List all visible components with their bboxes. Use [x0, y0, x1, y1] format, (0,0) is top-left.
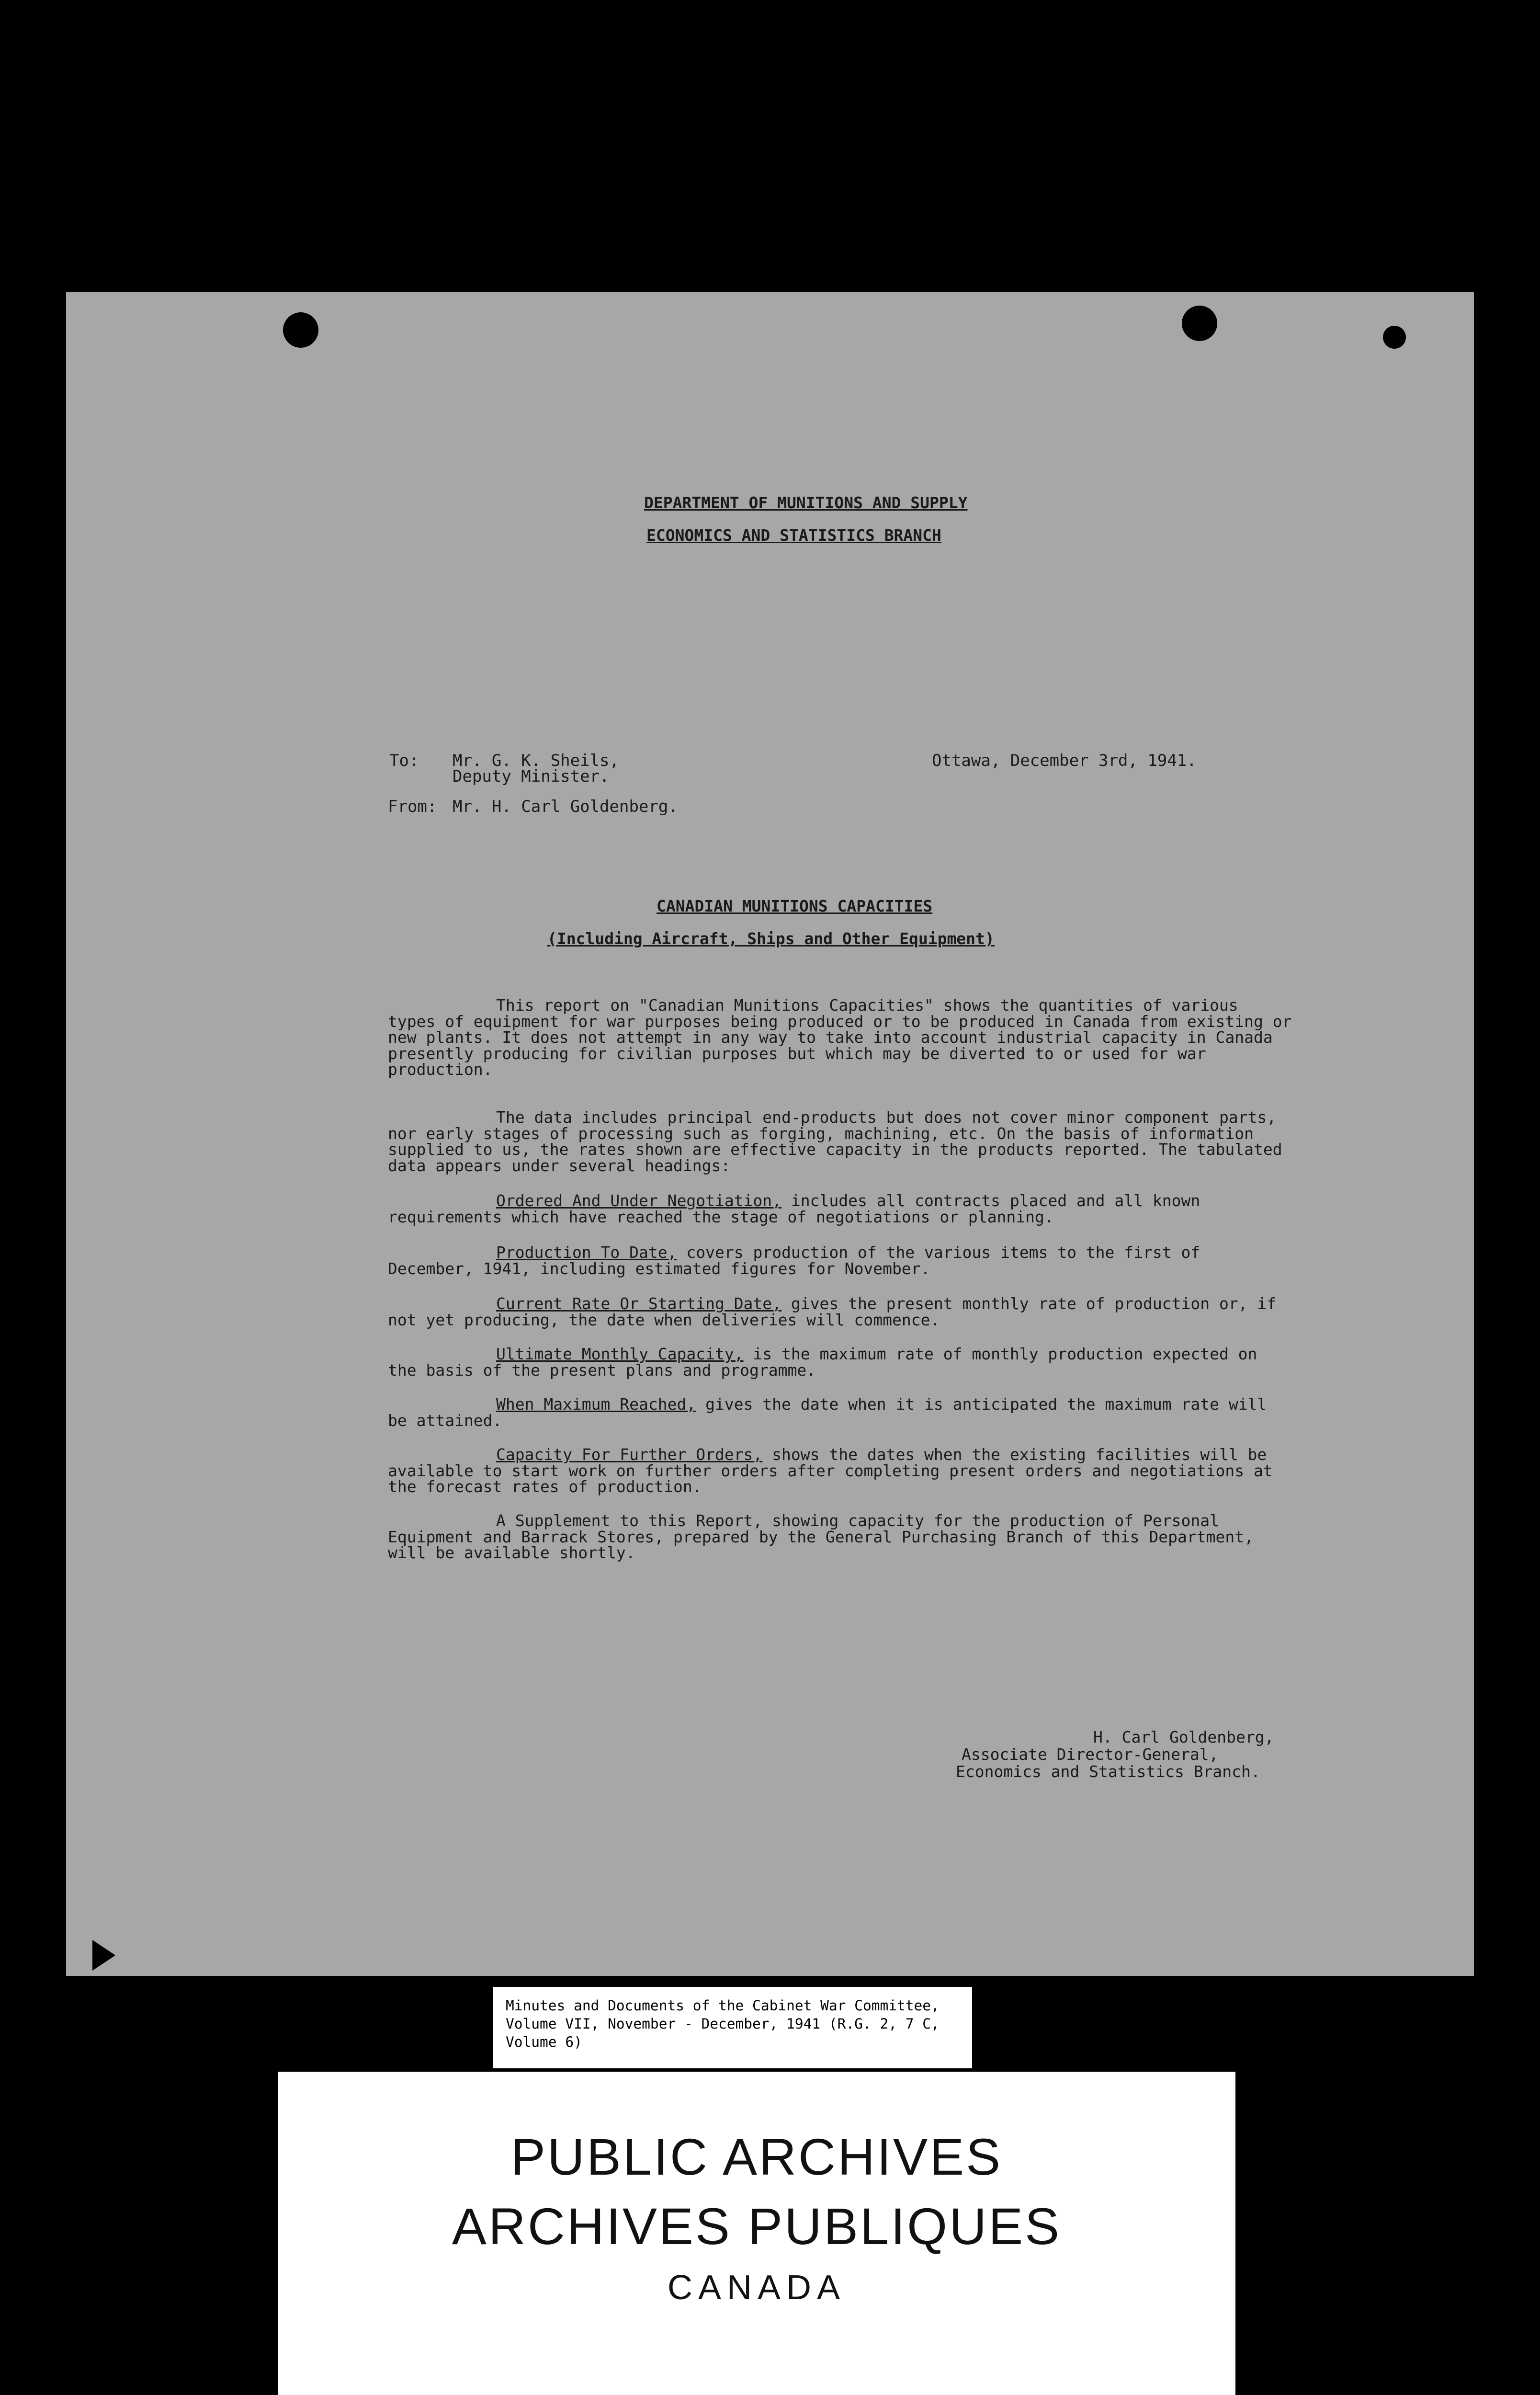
- citation-line1: Minutes and Documents of the Cabinet War Committee,: [506, 1997, 940, 2014]
- to-name: Mr. G. K. Sheils,: [453, 751, 619, 770]
- to-label: To:: [389, 751, 419, 770]
- report-title: CANADIAN MUNITIONS CAPACITIES: [657, 897, 933, 915]
- def-ordered: includes all contracts placed and all known requirements which have reached the stage of negotiations or planning.: [388, 1191, 1200, 1226]
- def-ultimate: is the maximum rate of monthly production expected on the basis of the present plans and programme.: [388, 1345, 1257, 1380]
- def-production: covers production of the various items to the first of December, 1941, including estimated figures for November.: [388, 1243, 1200, 1278]
- term-maximum: When Maximum Reached,: [496, 1395, 696, 1414]
- from-name: Mr. H. Carl Goldenberg.: [453, 797, 678, 816]
- term-ultimate: Ultimate Monthly Capacity,: [496, 1345, 744, 1363]
- definition-maximum: [388, 1396, 1293, 1428]
- paragraph-supplement-text: A Supplement to this Report, showing capacity for the production of Personal Equipment and Barrack Stores, prepared by the General Purchasing Branch of this Department, will be available shortly.: [388, 1511, 1254, 1562]
- paragraph-data: [388, 1109, 1293, 1174]
- def-maximum: gives the date when it is anticipated the maximum rate will be attained.: [388, 1395, 1267, 1430]
- report-subtitle: (Including Aircraft, Ships and Other Equipment): [547, 929, 995, 948]
- definition-current-rate: [388, 1296, 1293, 1328]
- punch-hole: [283, 312, 318, 348]
- paragraph-intro-text: This report on "Canadian Munitions Capacities" shows the quantities of various types of equipment for war purposes being produced or to be produced in Canada from existing or new plants. It does not attempt in any way to take into account industrial capacity in Canada presently producing for civilian purposes but which may be diverted to or used for war production.: [388, 996, 1292, 1079]
- stamp-line1: PUBLIC ARCHIVES: [510, 2128, 1003, 2186]
- citation-line2: Volume VII, November - December, 1941 (R.G. 2, 7 C,: [506, 2016, 940, 2032]
- paragraph-intro: [388, 997, 1293, 1078]
- stamp-line3: CANADA: [667, 2269, 846, 2307]
- paragraph-data-text: The data includes principal end-products but does not cover minor component parts, nor early stages of processing such as forging, machining, etc. On the basis of information supplied to us, the rates shown are effective capacity in the products reported. The tabulated data appears under several headings:: [388, 1108, 1282, 1175]
- letterhead-line1: DEPARTMENT OF MUNITIONS AND SUPPLY: [644, 493, 968, 512]
- archive-stamp: [278, 2072, 1235, 2395]
- letterhead-line2: ECONOMICS AND STATISTICS BRANCH: [646, 526, 941, 545]
- punch-hole: [1383, 326, 1406, 349]
- signature-branch: Economics and Statistics Branch.: [956, 1762, 1260, 1781]
- definition-further-orders: [388, 1447, 1293, 1495]
- term-ordered: Ordered And Under Negotiation,: [496, 1191, 782, 1210]
- paragraph-supplement: [388, 1513, 1293, 1561]
- def-current-rate: gives the present monthly rate of production or, if not yet producing, the date when deliveries will commence.: [388, 1294, 1277, 1329]
- punch-hole: [1182, 306, 1217, 341]
- citation-line3: Volume 6): [506, 2034, 582, 2050]
- signature-title: Associate Director-General,: [962, 1745, 1219, 1764]
- place-date: Ottawa, December 3rd, 1941.: [932, 751, 1197, 770]
- definition-production: [388, 1244, 1293, 1277]
- document-page: [66, 292, 1474, 1976]
- stamp-line2: ARCHIVES PUBLIQUES: [452, 2197, 1062, 2255]
- def-further-orders: shows the dates when the existing facilities will be available to start work on further orders after completing present orders and negotiations at the forecast rates of production.: [388, 1445, 1273, 1496]
- page-corner-mark: [92, 1940, 115, 1971]
- definition-ordered: [388, 1193, 1293, 1225]
- definition-ultimate: [388, 1346, 1293, 1378]
- term-production: Production To Date,: [496, 1243, 677, 1262]
- term-current-rate: Current Rate Or Starting Date,: [496, 1294, 782, 1313]
- citation-label: [493, 1987, 972, 2068]
- signature-name: H. Carl Goldenberg,: [1093, 1728, 1274, 1746]
- to-title: Deputy Minister.: [453, 767, 610, 786]
- from-label: From:: [388, 797, 437, 816]
- term-further-orders: Capacity For Further Orders,: [496, 1445, 763, 1464]
